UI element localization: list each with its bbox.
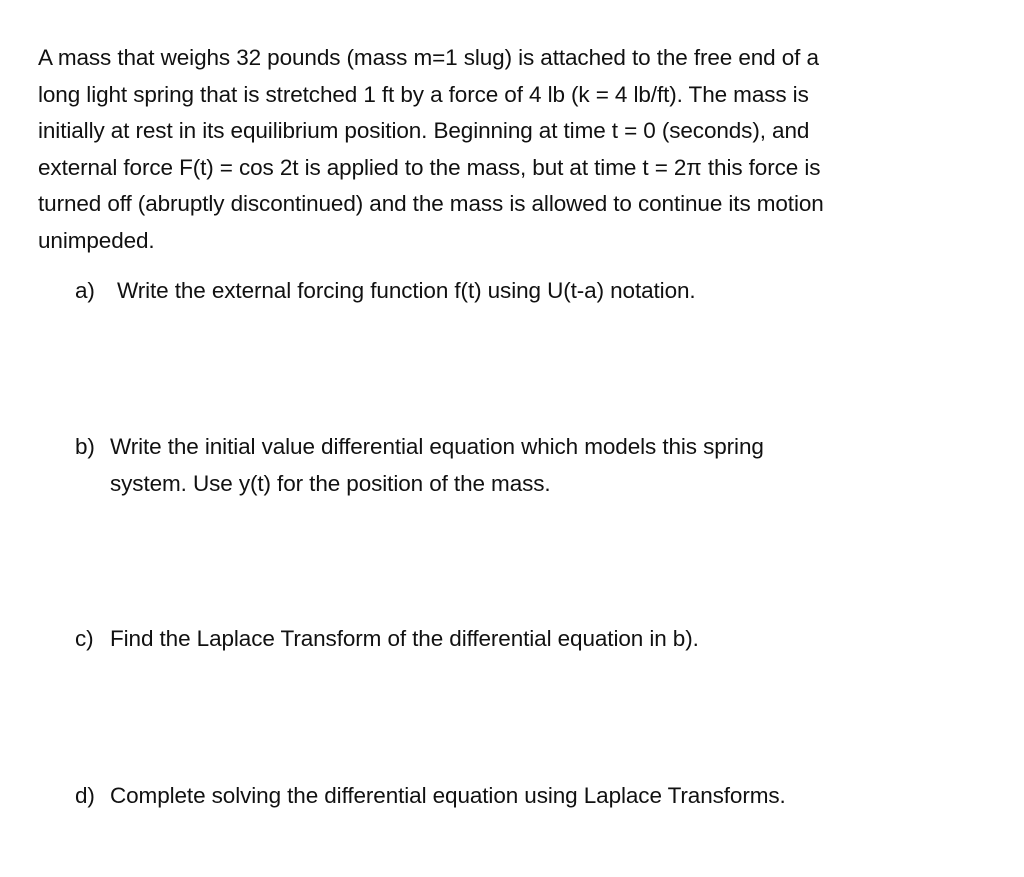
question-part-c [75,621,699,658]
part-d-marker: d) [75,783,95,808]
problem-line-1: A mass that weighs 32 pounds (mass m=1 slug) is attached to the free end of a [38,45,819,70]
problem-statement [38,40,978,259]
question-part-a [75,273,696,310]
part-b-marker: b) [75,434,95,459]
part-a-marker: a) [75,278,95,303]
problem-line-5: turned off (abruptly discontinued) and the mass is allowed to continue its motion [38,191,824,216]
problem-line-2: long light spring that is stretched 1 ft by a force of 4 lb (k = 4 lb/ft). The mass is [38,81,809,107]
problem-line-6: unimpeded. [38,227,155,253]
part-d-text: Complete solving the differential equation using Laplace Transforms. [110,783,786,808]
problem-line-4: external force F(t) = cos 2t is applied to the mass, but at time t = 2π this force is [38,154,821,180]
question-part-d [75,778,786,815]
part-c-text: Find the Laplace Transform of the differential equation in b). [110,626,699,651]
part-a-text: Write the external forcing function f(t) using U(t-a) notation. [117,278,696,303]
part-b-text-line-2: system. Use y(t) for the position of the mass. [110,470,551,496]
part-c-marker: c) [75,626,94,651]
problem-line-3: initially at rest in its equilibrium position. Beginning at time t = 0 (seconds), and [38,118,810,143]
question-part-b [75,429,764,502]
part-b-text-line-1: Write the initial value differential equation which models this spring [110,434,764,459]
